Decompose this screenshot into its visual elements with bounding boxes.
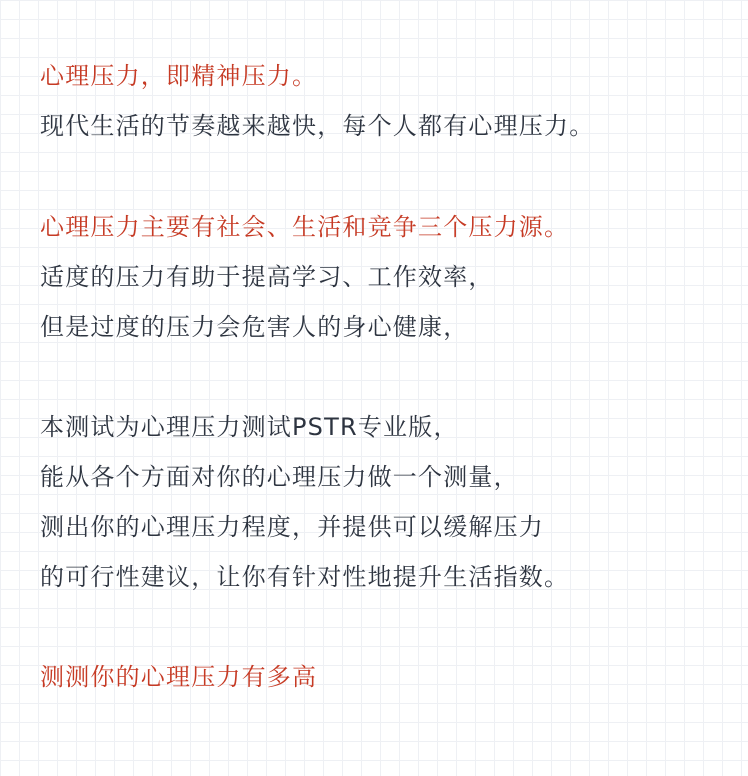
body-line: 测出你的心理压力程度，并提供可以缓解压力 — [40, 513, 544, 541]
headline-definition: 心理压力，即精神压力。 — [40, 62, 318, 90]
headline-sources: 心理压力主要有社会、生活和竞争三个压力源。 — [40, 213, 570, 241]
headline-call-to-action: 测测你的心理压力有多高 — [40, 663, 318, 691]
body-line: 适度的压力有助于提高学习、工作效率， — [40, 263, 494, 291]
body-line: 但是过度的压力会危害人的身心健康， — [40, 313, 469, 341]
body-line: 能从各个方面对你的心理压力做一个测量， — [40, 463, 519, 491]
body-line: 本测试为心理压力测试PSTR专业版， — [40, 413, 459, 441]
body-line: 现代生活的节奏越来越快，每个人都有心理压力。 — [40, 112, 595, 140]
body-line: 的可行性建议，让你有针对性地提升生活指数。 — [40, 563, 570, 591]
